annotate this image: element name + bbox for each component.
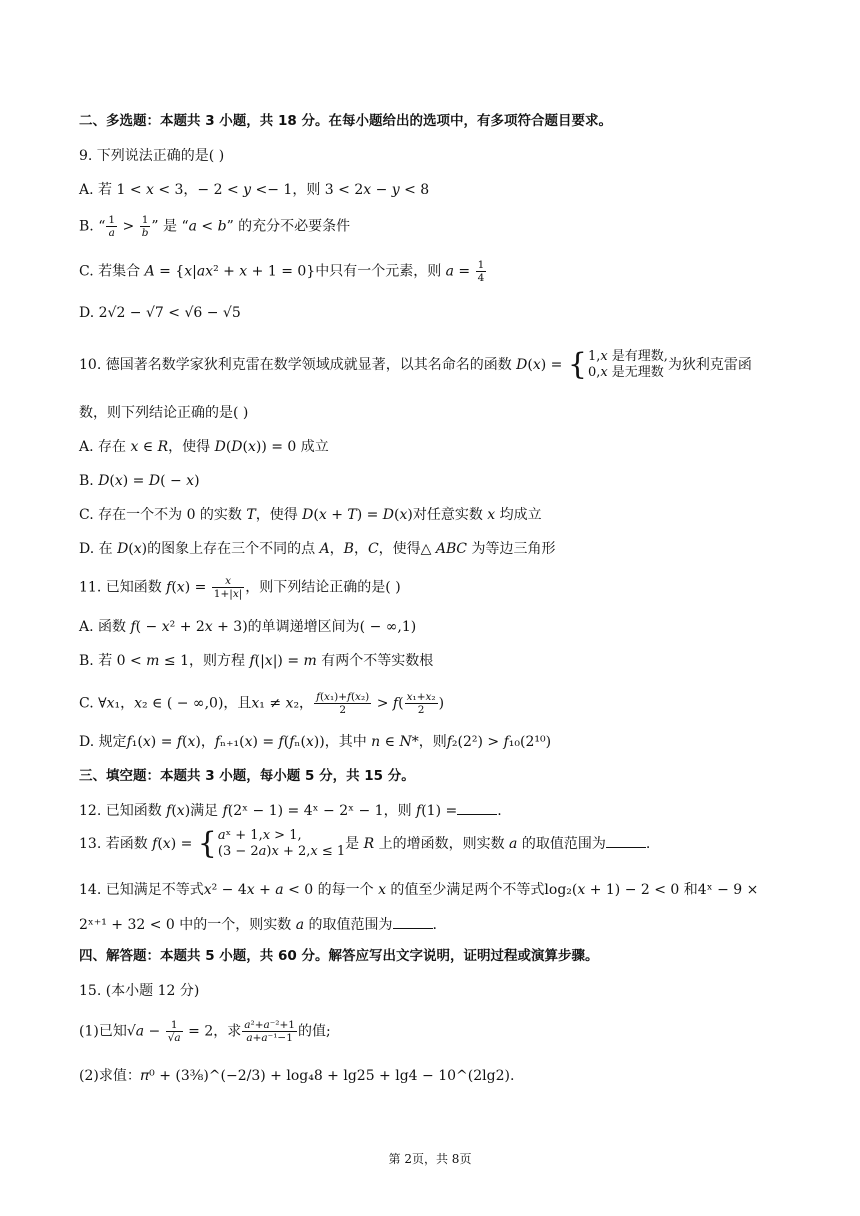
question-11-stem xyxy=(79,575,401,600)
question-10-option-d: D. 在 𝐷(𝑥)的图象上存在三个不同的点 𝐴，𝐵，𝐶，使得△ 𝐴𝐵𝐶 为等边三角形 xyxy=(79,541,556,557)
fraction-1-over-a: $\frac{1}{\text{𝑎}}$ xyxy=(108,214,116,239)
option-c-close: ) xyxy=(438,695,445,712)
q10-stem-end: 为狄利克雷函 xyxy=(667,357,752,373)
question-12 xyxy=(79,800,502,821)
question-9-stem: 9. 下列说法正确的是( ) xyxy=(79,148,225,164)
fraction-1-over-sqrt-a: $\frac{1}{\text{√𝑎}}$ xyxy=(167,1019,181,1044)
section-heading-multiple-choice: 二、多选题：本题共 3 小题，共 18 分。在每小题给出的选项中，有多项符合题目要求。 xyxy=(79,113,612,129)
part-1-text: (1)已知√𝑎 − xyxy=(79,1023,165,1040)
piecewise-cases: 𝑎ˣ + 1,𝑥 > 1, (3 − 2𝑎)𝑥 + 2,𝑥 ≤ 1 xyxy=(217,828,346,859)
question-9-option-d: D. 2√2 − √7 < √6 − √5 xyxy=(79,305,241,321)
section-heading-fill-in: 三、填空题：本题共 3 小题，每小题 5 分，共 15 分。 xyxy=(79,768,415,784)
option-b-prefix: B. “ xyxy=(79,218,106,235)
fraction-one-quarter: $\frac{1}{4}$ xyxy=(477,259,485,284)
question-14-line-2 xyxy=(79,914,437,935)
q11-stem-end: ，则下列结论正确的是( ) xyxy=(245,579,401,596)
fraction-average-of-args: $\frac{\text{𝑥₁+𝑥₂}}{2}$ xyxy=(406,691,436,716)
question-9-option-b xyxy=(79,214,350,239)
option-b-suffix: ” 是 “𝑎 < 𝑏” 的充分不必要条件 xyxy=(151,218,351,235)
q13-end: . xyxy=(645,836,651,852)
q10-stem-text: 10. 德国著名数学家狄利克雷在数学领域成就显著，以其名命名的函数 𝐷(𝑥) = xyxy=(79,357,567,373)
question-15-stem: 15. (本小题 12 分) xyxy=(79,983,200,999)
page-footer: 第 2页，共 8页 xyxy=(388,1152,472,1166)
part-1-end: 的值; xyxy=(298,1023,331,1040)
fraction-function-def: $\frac{\text{𝑥}}{\text{1+|𝑥|}}$ xyxy=(213,575,243,600)
q14-text: 2ˣ⁺¹ + 32 < 0 中的一个，则实数 𝑎 的取值范围为 xyxy=(79,917,393,933)
question-10-stem-continued: 数，则下列结论正确的是( ) xyxy=(79,405,249,421)
left-brace-icon: { xyxy=(197,826,217,861)
question-15-part-1 xyxy=(79,1019,331,1044)
question-11-option-c xyxy=(79,691,444,716)
question-14-line-1: 14. 已知满足不等式𝑥² − 4𝑥 + 𝑎 < 0 的每一个 𝑥 的值至少满足两个不等式log₂(𝑥 + 1) − 2 < 0 和4ˣ − 9 × xyxy=(79,882,759,898)
question-15-part-2: (2)求值：𝜋⁰ + (3⅜)^(−2/3) + log₄8 + lg25 + lg4 − 10^(2lg2). xyxy=(79,1068,515,1084)
question-13 xyxy=(79,828,650,860)
q13-text: 13. 若函数 𝑓(𝑥) = xyxy=(79,836,197,852)
answer-blank[interactable] xyxy=(606,833,646,848)
q14-end: . xyxy=(432,917,437,933)
question-10-stem xyxy=(79,349,752,381)
question-9-option-c xyxy=(79,259,487,284)
q12-text: 12. 已知函数 𝑓(𝑥)满足 𝑓(2ˣ − 1) = 4ˣ − 2ˣ − 1，则 𝑓(1) = xyxy=(79,803,458,819)
q11-stem-text: 11. 已知函数 𝑓(𝑥) = xyxy=(79,579,211,596)
piecewise-cases: 1,𝑥 是有理数, 0,𝑥 是无理数 xyxy=(587,349,668,380)
question-10-option-c: C. 存在一个不为 0 的实数 𝑇，使得 𝐷(𝑥 + 𝑇) = 𝐷(𝑥)对任意实数 𝑥 均成立 xyxy=(79,507,542,523)
question-11-option-b: B. 若 0 < 𝑚 ≤ 1，则方程 𝑓(|𝑥|) = 𝑚 有两个不等实数根 xyxy=(79,653,434,669)
question-11-option-d: D. 规定𝑓₁(𝑥) = 𝑓(𝑥)，𝑓ₙ₊₁(𝑥) = 𝑓(𝑓ₙ(𝑥))，其中 𝑛 ∈ 𝑁*，则𝑓₂(2²) > 𝑓₁₀(2¹⁰) xyxy=(79,734,552,750)
option-c-prefix: C. ∀𝑥₁，𝑥₂ ∈ ( − ∞,0)，且𝑥₁ ≠ 𝑥₂， xyxy=(79,695,314,712)
option-c-text: C. 若集合 𝐴 = {𝑥|𝑎𝑥² + 𝑥 + 1 = 0}中只有一个元素，则 𝑎 = xyxy=(79,263,475,280)
answer-blank[interactable] xyxy=(393,914,433,929)
fraction-expression: $\frac{\text{𝑎²+𝑎⁻²+1}}{\text{𝑎+𝑎⁻¹−1}}$ xyxy=(244,1019,295,1044)
left-brace-icon: { xyxy=(567,347,587,382)
greater-sign: > xyxy=(118,218,139,235)
section-heading-solutions: 四、解答题：本题共 5 小题，共 60 分。解答应写出文字说明，证明过程或演算步骤。 xyxy=(79,948,599,964)
question-11-option-a: A. 函数 𝑓( − 𝑥² + 2𝑥 + 3)的单调递增区间为( − ∞,1) xyxy=(79,619,417,635)
question-9-option-a: A. 若 1 < 𝑥 < 3，− 2 < 𝑦 <− 1，则 3 < 2𝑥 − 𝑦 < 8 xyxy=(79,182,430,198)
question-10-option-b: B. 𝐷(𝑥) = 𝐷( − 𝑥) xyxy=(79,473,200,489)
question-10-option-a: A. 存在 𝑥 ∈ 𝑅，使得 𝐷(𝐷(𝑥)) = 0 成立 xyxy=(79,439,329,455)
q13-text-end: 是 𝑅 上的增函数，则实数 𝑎 的取值范围为 xyxy=(345,836,606,852)
option-c-mid: > 𝑓( xyxy=(372,695,404,712)
answer-blank[interactable] xyxy=(457,800,497,815)
part-1-mid: = 2，求 xyxy=(183,1023,242,1040)
q12-end: . xyxy=(497,803,502,819)
fraction-1-over-b: $\frac{1}{\text{𝑏}}$ xyxy=(141,214,149,239)
fraction-average-of-values: $\frac{\text{𝑓(𝑥₁)+𝑓(𝑥₂)}}{2}$ xyxy=(316,691,370,716)
